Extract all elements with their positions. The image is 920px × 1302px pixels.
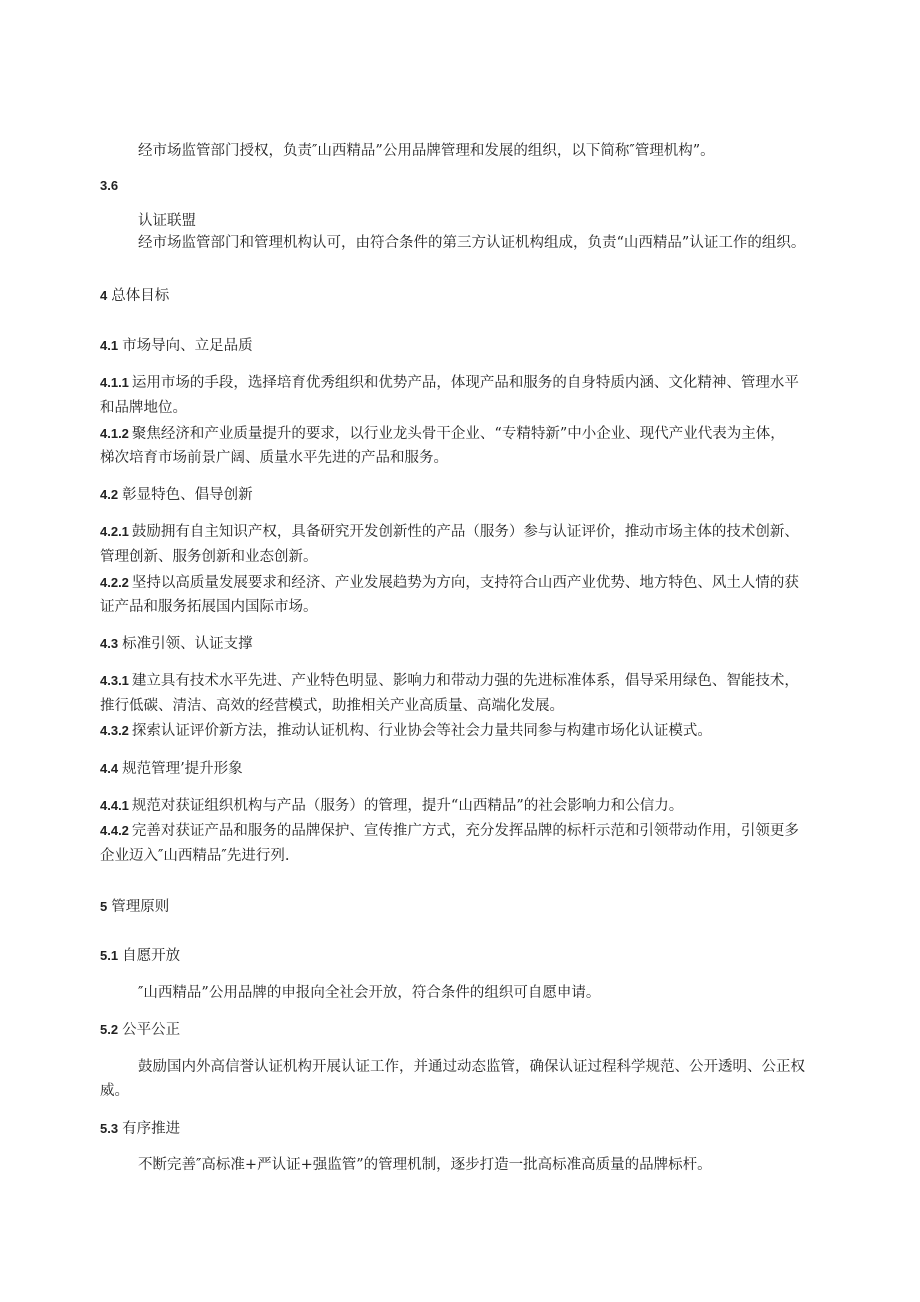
paragraph-text: 推行低碳、清洁、高效的经营模式，助推相关产业高质量、高端化发展。 (100, 698, 564, 714)
section-heading-3-6 (100, 176, 122, 196)
item-4-2-1-cont (100, 547, 318, 567)
section-heading-5-3 (100, 1119, 180, 1139)
principle-5-1-body (138, 983, 600, 1003)
section-title: 总体目标 (111, 288, 170, 304)
item-number: 4.3.1 (100, 673, 129, 688)
paragraph-text: 完善对获证产品和服务的品牌保护、宣传推广方式，充分发挥品牌的标杆示范和引领带动作用，引领更多 (131, 823, 799, 839)
section-title: 公平公正 (122, 1022, 181, 1038)
item-number: 4.2.1 (100, 524, 129, 539)
paragraph-text: 探索认证评价新方法，推动认证机构、行业协会等社会力量共同参与构建市场化认证模式。 (131, 723, 712, 739)
item-4-2-2-cont (100, 597, 318, 617)
paragraph-text: 运用市场的手段，选择培育优秀组织和优势产品，体现产品和服务的自身特质内涵、文化精神、管理水平 (131, 375, 799, 391)
item-4-3-1-cont (100, 696, 564, 716)
section-title: 管理原则 (111, 899, 170, 915)
paragraph-text: ″山西精品”公用品牌的申报向全社会开放，符合条件的组织可自愿申请。 (138, 985, 601, 1001)
item-4-1-2 (100, 424, 785, 444)
item-4-4-2 (100, 821, 799, 841)
term-text: 认证联盟 (138, 213, 196, 229)
paragraph-text: 鼓励拥有自主知识产权，具备研究开发创新性的产品（服务）参与认证评价，推动市场主体的技术创新、 (131, 524, 799, 540)
paragraph-text: 经市场监管部门授权，负责″山西精品”公用品牌管理和发展的组织，以下简称″管理机构”。 (138, 143, 715, 159)
section-number: 4.4 (100, 761, 119, 776)
paragraph-text: 建立具有技术水平先进、产业特色明显、影响力和带动力强的先进标准体系，倡导采用绿色、智能技术， (131, 673, 799, 689)
section-number: 5.2 (100, 1022, 119, 1037)
paragraph-text: 坚持以高质量发展要求和经济、产业发展趋势为方向，支持符合山西产业优势、地方特色、风土人情的获 (131, 575, 799, 591)
item-number: 4.4.2 (100, 823, 129, 838)
term-title (138, 211, 196, 231)
section-title: 标准引领、认证支撑 (122, 636, 253, 652)
section-number: 3.6 (100, 178, 119, 193)
section-number: 4 (100, 288, 108, 303)
item-4-1-1-cont (100, 398, 187, 418)
item-number: 4.1.2 (100, 426, 129, 441)
item-4-3-2 (100, 721, 712, 741)
paragraph-text: 企业迈入″山西精品″先进行列. (100, 848, 290, 864)
section-heading-4-1 (100, 336, 253, 356)
paragraph-text: 梯次培育市场前景广阔、质量水平先进的产品和服务。 (100, 450, 448, 466)
item-4-2-2 (100, 573, 799, 593)
item-4-3-1 (100, 671, 799, 691)
section-heading-4-3 (100, 634, 253, 654)
paragraph-text: 管理创新、服务创新和业态创新。 (100, 549, 318, 565)
paragraph-text: 威。 (100, 1083, 129, 1099)
section-heading-5 (100, 897, 169, 917)
section-number: 4.1 (100, 338, 119, 353)
item-number: 4.1.1 (100, 375, 129, 390)
section-number: 5 (100, 899, 108, 914)
paragraph-text: 鼓励国内外高信誉认证机构开展认证工作，并通过动态监管，确保认证过程科学规范、公开透明、公正权 (138, 1059, 805, 1075)
item-number: 4.2.2 (100, 575, 129, 590)
paragraph-text: 聚焦经济和产业质量提升的要求，以行业龙头骨干企业、“专精特新”中小企业、现代产业代表为主体， (131, 426, 785, 442)
principle-5-2-body-cont (100, 1081, 129, 1101)
section-title: 有序推进 (122, 1121, 181, 1137)
item-4-2-1 (100, 522, 799, 542)
item-4-1-1 (100, 373, 799, 393)
item-4-1-2-cont (100, 448, 448, 468)
section-title: 市场导向、立足品质 (122, 338, 253, 354)
paragraph-text: 证产品和服务拓展国内国际市场。 (100, 599, 318, 615)
paragraph-text: 和品牌地位。 (100, 400, 187, 416)
definition-alliance-body (138, 233, 805, 253)
section-title: 彰显特色、倡导创新 (122, 487, 253, 503)
section-heading-5-1 (100, 946, 180, 966)
paragraph-text: 经市场监管部门和管理机构认可，由符合条件的第三方认证机构组成，负责“山西精品”认证工作的组织。 (138, 235, 806, 251)
paragraph-text: 规范对获证组织机构与产品（服务）的管理，提升“山西精品”的社会影响力和公信力。 (131, 798, 684, 814)
principle-5-2-body (138, 1057, 805, 1077)
section-number: 5.1 (100, 948, 119, 963)
section-heading-4-4 (100, 759, 243, 779)
paragraph-text: 不断完善″高标准+严认证+强监管”的管理机制，逐步打造一批高标准高质量的品牌标杆。 (138, 1157, 712, 1173)
section-number: 4.3 (100, 636, 119, 651)
item-4-4-2-cont (100, 846, 289, 866)
section-number: 4.2 (100, 487, 119, 502)
section-number: 5.3 (100, 1121, 119, 1136)
section-title: 规范管理’提升形象 (122, 761, 243, 777)
section-heading-4 (100, 286, 169, 306)
definition-management-body (138, 141, 715, 161)
section-title: 自愿开放 (122, 948, 181, 964)
item-4-4-1 (100, 796, 683, 816)
section-heading-5-2 (100, 1020, 180, 1040)
item-number: 4.4.1 (100, 798, 129, 813)
section-heading-4-2 (100, 485, 253, 505)
principle-5-3-body (138, 1155, 712, 1175)
item-number: 4.3.2 (100, 723, 129, 738)
